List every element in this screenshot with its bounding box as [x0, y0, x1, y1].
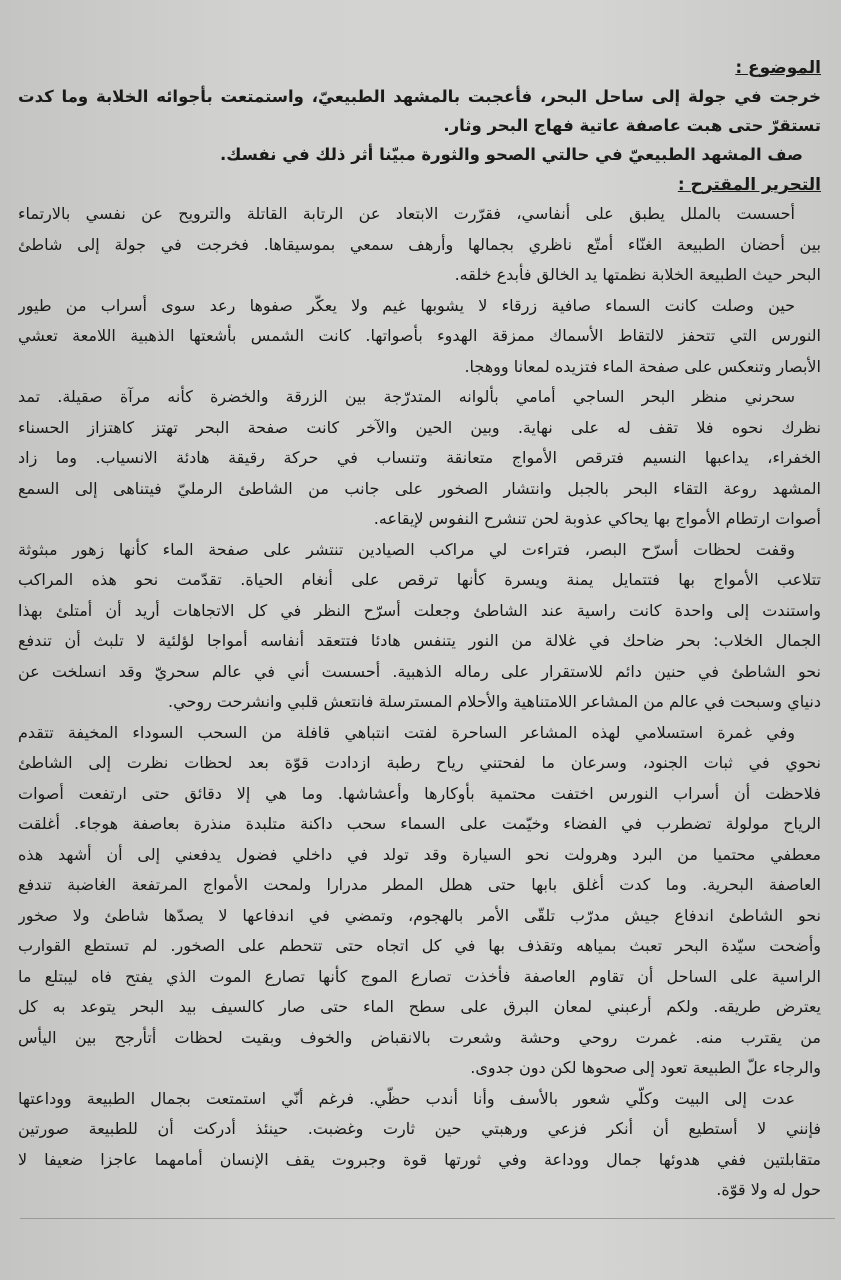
paragraph-line: حين وصلت كانت السماء صافية زرقاء لا يشوبها غيم ولا يعكّر صفوها رعد سوى أسراب من طيور — [18, 295, 795, 315]
paragraph-line: الجمال الخلاب: بحر ضاحك في غلالة من النور يتنفس هادئا فتتعقد أنفاسه أمواجا لؤلئية لا تلبث أن تندفع — [18, 631, 821, 650]
paragraph-line: وفي غمرة استسلامي لهذه المشاعر الساحرة لفتت انتباهي قافلة من السحب السوداء المخيفة تتقدم — [18, 722, 795, 742]
prompt-line: تستقرّ حتى هبت عاصفة عاتية فهاج البحر وثار. — [443, 116, 821, 135]
paragraph-line: المشهد روعة التقاء البحر بالجبل وانتشار الصخور على جانب من الشاطئ الرمليّ فيتناهى إلى السمع — [18, 478, 821, 498]
paragraph-line: عدت إلى البيت وكلّي شعور بالأسف وأنا أندب حظّي. فرغم أنّي استمتعت بجمال الطبيعة ووداعتها — [18, 1088, 795, 1108]
paragraph-line: نحو الشاطئ اندفاع جيش مدرّب تلقّى الأمر بالهجوم، وتمضي في اندفاعها لا يصدّها شاطئ ولا صخور — [18, 905, 821, 925]
essay-paragraph — [18, 535, 821, 718]
paragraph-line: البحر حيث الطبيعة الخلابة نظمتها يد الخالق فأبدع خلقه. — [454, 265, 821, 284]
paragraph-line: تتلاعب الأمواج بها فتتمايل يمنة ويسرة كأنها ترقص على أنغام الحياة. تقدّمت نحو هذه المراكب — [18, 570, 821, 589]
essay-paragraph — [18, 718, 821, 1084]
paragraph-line: والرجاء علّ الطبيعة تعود إلى صحوها لكن دون جدوى. — [470, 1058, 821, 1077]
paragraph-line: يعترض طريقه. ولكم أرعبني لمعان البرق على سطح الماء حتى صار كالسيف بيد البحر يتوعد به كل — [18, 997, 821, 1016]
prompt-line: خرجت في جولة إلى ساحل البحر، فأعجبت بالمشهد الطبيعيّ، واستمتعت بأجوائه الخلابة وما كدت — [18, 87, 821, 106]
essay-paragraph — [18, 382, 821, 535]
essay-paragraph — [18, 199, 821, 291]
document-page — [18, 54, 821, 1206]
paragraph-line: أصوات ارتطام الأمواج بها يحاكي عذوبة لحن تنشرح النفوس لإيقاعه. — [373, 509, 821, 528]
paragraph-line: دنياي وسبحت في عالم من المشاعر اللامتناهية والأحلام المسترسلة فانتعش قلبي وانشرحت روحي. — [168, 692, 821, 711]
essay-paragraph — [18, 291, 821, 383]
paragraph-line: الخفراء، يداعبها النسيم فترقص الأمواج متعانقة وتنساب في حركة رقيقة هادئة الانسياب. وما زاد — [18, 448, 821, 467]
paragraph-line: نحو الشاطئ في حنين دائم للاستقرار على رماله الذهبية. أحسست أني في عالم سحريّ وقد انسلخت عن — [18, 661, 821, 681]
paragraph-line: من يقترب منه. غمرت روحي وحشة وشعرت بالانقباض والخوف وبقيت لحظات أتأرجح بين اليأس — [18, 1027, 821, 1047]
paragraph-line: معطفي محتميا من البرد وهرولت نحو السيارة وقد تولد في داخلي فضول يدفعني إلى أن أشهد هذه — [18, 844, 821, 864]
paragraph-line: واستندت إلى واحدة كانت راسية عند الشاطئ وجعلت أسرّح النظر في كل الاتجاهات أريد أن أمتلئ بهذا — [18, 600, 821, 620]
paragraph-line: العاصفة البحرية. وما كدت أغلق بابها حتى هطل المطر مدرارا ولمحت الأمواج المرتفعة الغاضبة تندفع — [18, 875, 821, 894]
paragraph-line: النورس التي تتحفز لالتقاط الأسماك ممزقة الهدوء بأصواتها. كانت الشمس بأشعتها الذهبية اللامعة تعشي — [18, 326, 821, 345]
topic-prompt — [18, 82, 821, 169]
bottom-rule — [20, 1218, 835, 1219]
paragraph-line: وأضحت سيّدة البحر تعبث بمياهه وتقذف بها في كل اتجاه حتى تتحطم على الصخور. لم تستطع القوارب — [18, 936, 821, 955]
paragraph-line: سحرني منظر البحر الساجي أمامي بألوانه المتدرّجة بين الزرقة والخضرة كأنه مرآة صقيلة. تمد — [18, 387, 795, 406]
paragraph-line: فإنني لا أستطيع أن أنكر فزعي ورهبتي حين ثارت وغضبت. حينئذ أدركت أن للطبيعة صورتين — [18, 1119, 821, 1138]
paragraph-line: الراسية على الساحل أن تقاوم العاصفة فأخذت تصارع الموج كأنها تصارع الموت الذي يفتح فاه ليبتلع ما — [18, 966, 821, 986]
prompt-line: صف المشهد الطبيعيّ في حالتي الصحو والثورة مبيّنا أثر ذلك في نفسك. — [219, 145, 803, 164]
paragraph-line: فلاحظت أن أسراب النورس اختفت محتمية بأوكارها وأعشاشها. وما هي إلا دقائق حتى ارتفعت أصوات — [18, 783, 821, 803]
paragraph-line: حول له ولا قوّة. — [716, 1180, 821, 1199]
topic-heading: الموضوع : — [735, 58, 821, 78]
essay-body — [18, 199, 821, 1206]
paragraph-line: الرياح مولولة تضطرب في الفضاء وخيّمت على السماء سحب داكنة متلبدة منذرة بعاصفة هوجاء. أغلقت — [18, 814, 821, 833]
essay-heading: التحرير المقترح : — [677, 175, 821, 195]
paragraph-line: بين أحضان الطبيعة الغنّاء أمتّع ناظري بجمالها وأرهف سمعي بموسيقاها. فخرجت في جولة إلى شاطئ — [18, 234, 821, 254]
paragraph-line: الأبصار وتنعكس على صفحة الماء فتزيده لمعانا ووهجا. — [464, 356, 821, 376]
paragraph-line: متقابلتين ففي هدوئها جمال ووداعة وفي ثورتها قوة وجبروت يقف الإنسان أمامهما عاجزا ضعيفا لا — [18, 1149, 821, 1169]
paragraph-line: وقفت لحظات أسرّح البصر، فتراءت لي مراكب الصيادين تنتشر على صفحة الماء كأنها زهور مبثوثة — [18, 539, 795, 559]
paragraph-line: أحسست بالملل يطبق على أنفاسي، فقرّرت الابتعاد عن الرتابة القاتلة والترويح عن نفسي بالارتماء — [18, 204, 795, 223]
essay-paragraph — [18, 1084, 821, 1206]
paragraph-line: نحوي في ثبات الجنود، وسرعان ما لفحتني رياح رطبة ازدادت قوّة بعد لحظات نظرت إلى الشاطئ — [18, 753, 821, 772]
paragraph-line: نظرك نحوه فلا تقف له على نهاية. وبين الحين والآخر كانت صفحة البحر تهتز كاهتزاز الحسناء — [18, 417, 821, 437]
